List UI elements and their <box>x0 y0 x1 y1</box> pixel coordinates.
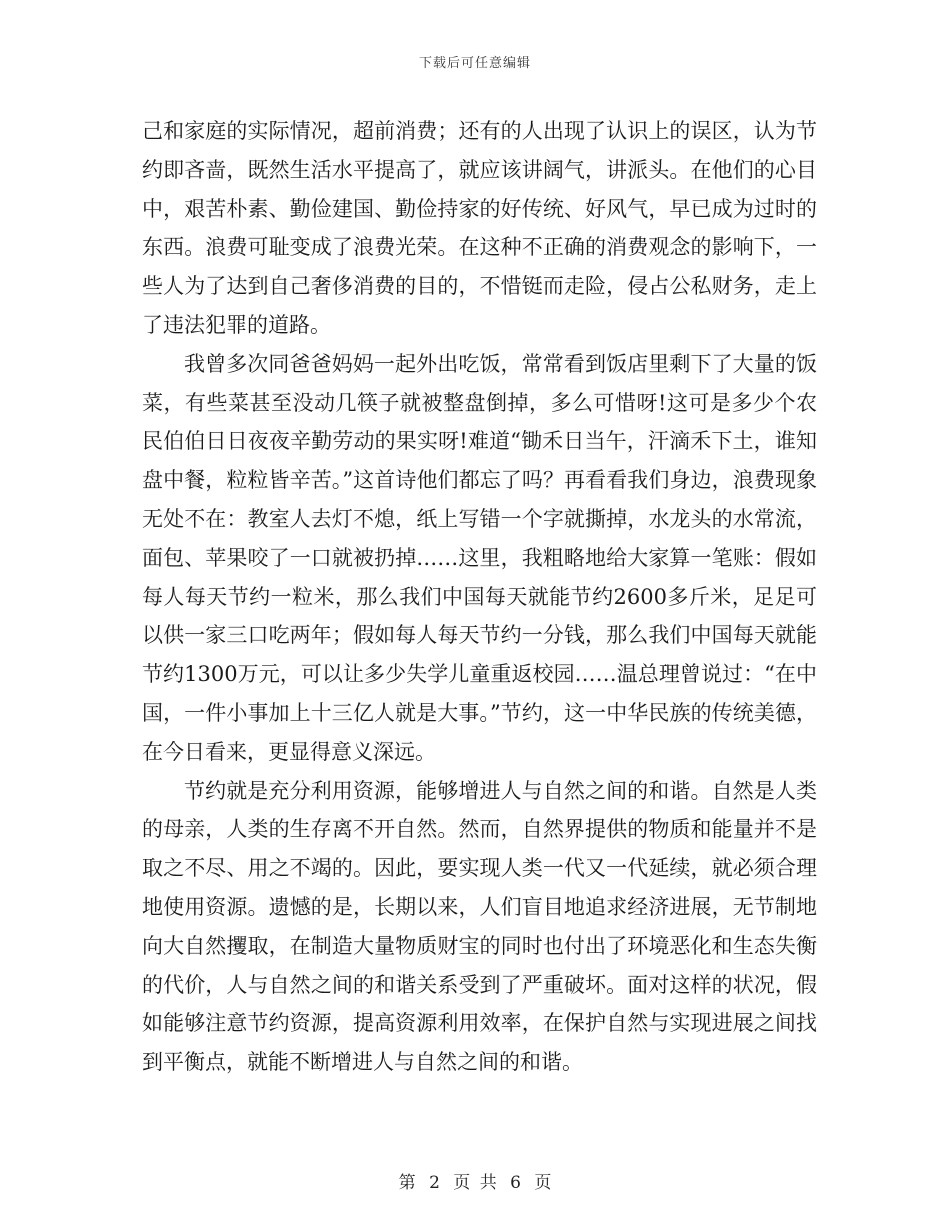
paragraph-2: 我曾多次同爸爸妈妈一起外出吃饭，常常看到饭店里剩下了大量的饭菜，有些菜甚至没动几筷子就被整盘倒掉，多么可惜呀!这可是多少个农民伯伯日日夜夜辛勤劳动的果实呀!难道“锄禾日当午，汗滴禾下土，谁知盘中餐，粒粒皆辛苦。”这首诗他们都忘了吗？再看看我们身边，浪费现象无处不在：教室人去灯不熄，纸上写错一个字就撕掉，水龙头的水常流，面包、苹果咬了一口就被扔掉……这里，我粗略地给大家算一笔账：假如每人每天节约一粒米，那么我们中国每天就能节约2600多斤米，足足可以供一家三口吃两年；假如每人每天节约一分钱，那么我们中国每天就能节约1300万元，可以让多少失学儿童重返校园……温总理曾说过：“在中国，一件小事加上十三亿人就是大事。”节约，这一中华民族的传统美德，在今日看来，更显得意义深远。 <box>142 351 817 764</box>
paragraph-3: 节约就是充分利用资源，能够增进人与自然之间的和谐。自然是人类的母亲，人类的生存离不开自然。然而，自然界提供的物质和能量并不是取之不尽、用之不竭的。因此，要实现人类一代又一代延续，就必须合理地使用资源。遗憾的是，长期以来，人们盲目地追求经济进展，无节制地向大自然攫取，在制造大量物质财宝的同时也付出了环境恶化和生态失衡的代价，人与自然之间的和谐关系受到了严重破坏。面对这样的状况，假如能够注意节约资源，提高资源利用效率，在保护自然与实现进展之间找到平衡点，就能不断增进人与自然之间的和谐。 <box>142 778 817 1075</box>
footer-middle: 页 共 <box>453 1173 497 1193</box>
paragraph-1: 己和家庭的实际情况，超前消费；还有的人出现了认识上的误区，认为节约即吝啬，既然生活水平提高了，就应该讲阔气，讲派头。在他们的心目中，艰苦朴素、勤俭建国、勤俭持家的好传统、好风气，早已成为过时的东西。浪费可耻变成了浪费光荣。在这种不正确的消费观念的影响下，一些人为了达到自己奢侈消费的目的，不惜铤而走险，侵占公私财务，走上了违法犯罪的道路。 <box>142 119 817 337</box>
footer-suffix: 页 <box>534 1173 552 1193</box>
footer-prefix: 第 <box>398 1173 416 1193</box>
page-header: 下载后可任意编辑 <box>418 56 531 71</box>
total-page-count: 6 <box>510 1173 521 1193</box>
current-page-number: 2 <box>429 1173 440 1193</box>
page-footer <box>0 1168 950 1193</box>
document-body <box>142 112 817 1082</box>
